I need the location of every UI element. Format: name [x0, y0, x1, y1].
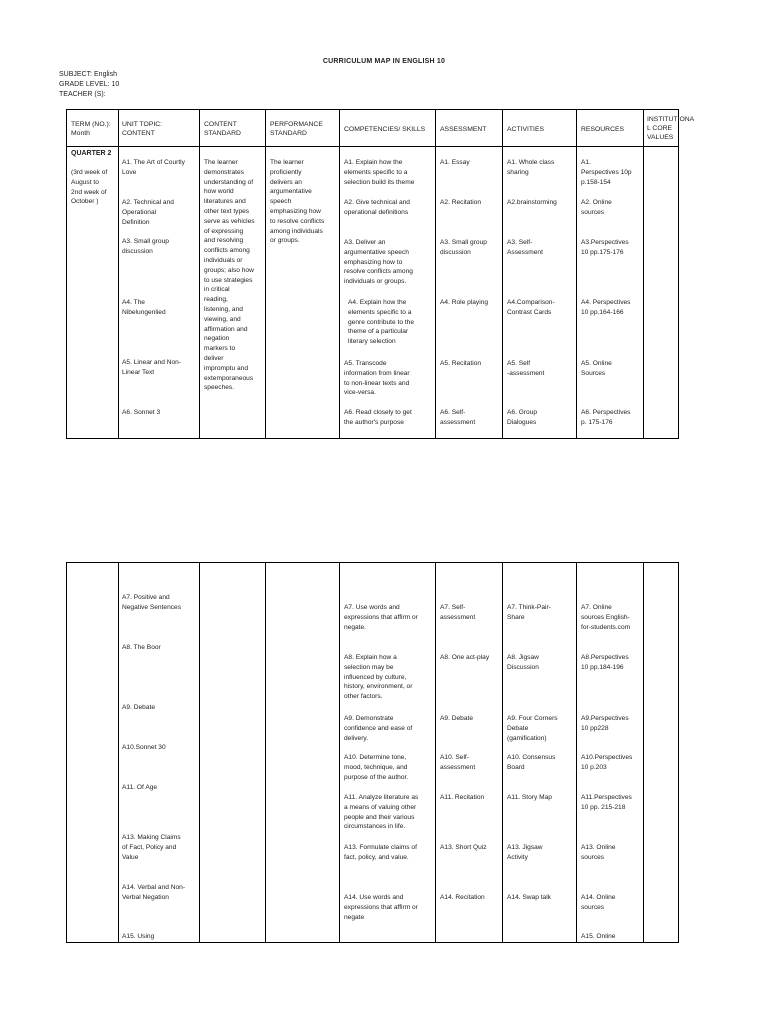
activity-a9: A9. Four Corners Debate (gamification) [507, 715, 558, 742]
resource-a9: A9.Perspectives 10 pp228 [581, 715, 629, 732]
unit-topic-a6: A6. Sonnet 3 [122, 409, 161, 416]
header-core-values: INSTITUTIONA L CORE VALUES [647, 116, 695, 141]
assessment-a5: A5. Recitation [440, 360, 482, 367]
resource-a7: A7. Online sources English- for-students.com [581, 604, 631, 631]
quarter-label: QUARTER 2 [71, 150, 112, 157]
resource-a6: A6. Perspectives p. 175-176 [581, 409, 631, 426]
activity-a7: A7. Think-Pair- Share [507, 604, 551, 621]
resource-a1: A1. Perspectives 10p p.158-154 [581, 159, 632, 186]
assessment-a7: A7. Self- assessment [440, 604, 476, 621]
assessment-a9: A9. Debate [440, 715, 473, 722]
header-competencies: COMPETENCIES/ SKILLS [344, 126, 426, 133]
header-term: TERM (NO.): Month [71, 121, 111, 137]
competency-a11: A11. Analyze literature as a means of valuing other people and their various circumstances in life. [344, 794, 419, 831]
resource-a3: A3.Perspectives 10 pp.175-176 [581, 239, 629, 256]
resource-a4: A4. Perspectives 10 pp.164-166 [581, 299, 631, 316]
term-period: (3rd week of August to 2nd week of October ) [71, 169, 108, 206]
subject-label: SUBJECT: English [59, 71, 117, 78]
header-performance-standard: PERFORMANCE STANDARD [270, 121, 323, 137]
competency-a2: A2. Give technical and operational definitions [344, 199, 410, 216]
resource-a5: A5. Online Sources [581, 360, 612, 377]
unit-topic-a7: A7. Positive and Negative Sentences [122, 594, 182, 611]
resource-a2: A2. Online sources [581, 199, 612, 216]
competency-a7: A7. Use words and expressions that affirm or negate. [344, 604, 418, 631]
activity-a10: A10. Consensus Board [507, 754, 556, 771]
competency-a10: A10. Determine tone, mood, technique, and purpose of the author. [344, 754, 409, 781]
assessment-a2: A2. Recitation [440, 199, 482, 206]
competency-a9: A9. Demonstrate confidence and ease of delivery. [344, 715, 413, 742]
activity-a1: A1. Whole class sharing [507, 159, 555, 176]
activity-a2: A2.brainstorming [507, 199, 557, 206]
resource-a13: A13. Online sources [581, 844, 616, 861]
header-activities: ACTIVITIES [507, 126, 545, 133]
unit-topic-a9: A9. Debate [122, 704, 155, 711]
activity-a14: A14. Swap talk [507, 894, 551, 901]
assessment-a13: A13. Short Quiz [440, 844, 487, 851]
unit-topic-a5: A5. Linear and Non- Linear Text [122, 359, 182, 376]
unit-topic-a10: A10.Sonnet 30 [122, 744, 166, 751]
unit-topic-a13: A13. Making Claims of Fact, Policy and Value [122, 834, 181, 861]
unit-topic-a14: A14. Verbal and Non- Verbal Negation [122, 884, 186, 901]
activity-a13: A13. Jigsaw Activity [507, 844, 543, 861]
assessment-a11: A11. Recitation [440, 794, 485, 801]
teacher-label: TEACHER (S): [59, 91, 106, 98]
resource-a8: A8.Perspectives 10 pp.184-196 [581, 654, 629, 671]
unit-topic-a1: A1. The Art of Courtly Love [122, 159, 185, 176]
competency-a6: A6. Read closely to get the author's purpose [344, 409, 412, 426]
grade-level-label: GRADE LEVEL: 10 [59, 81, 120, 88]
activity-a4: A4.Comparison- Contrast Cards [507, 299, 555, 316]
unit-topic-a4: A4. The Nibelungenlied [122, 299, 166, 316]
content-standard-text: The learner demonstrates understanding of how world literatures and other text types serve as vehicles of expressing and resolving conflicts among individuals or groups; also how to use strategies in critical reading, listening, and viewing, and affirmation and negation markers to deliver impromptu and extemporaneous speeches. [204, 159, 255, 392]
activity-a6: A6. Group Dialogues [507, 409, 538, 426]
assessment-a10: A10. Self- assessment [440, 754, 476, 771]
unit-topic-a15: A15. Using [122, 933, 155, 940]
unit-topic-a8: A8. The Boor [122, 644, 161, 651]
competency-a13: A13. Formulate claims of fact, policy, and value. [344, 844, 417, 861]
competency-a14: A14. Use words and expressions that affirm or negate [344, 894, 418, 921]
document-title: CURRICULUM MAP IN ENGLISH 10 [322, 58, 446, 65]
header-content-standard: CONTENT STANDARD [204, 121, 241, 137]
unit-topic-a3: A3. Small group discussion [122, 238, 169, 255]
assessment-a3: A3. Small group discussion [440, 239, 487, 256]
competency-a5: A5. Transcode information from linear to non-linear texts and vice-versa. [344, 360, 410, 397]
header-assessment: ASSESSMENT [440, 126, 487, 133]
assessment-a8: A8. One act-play [440, 654, 490, 661]
assessment-a14: A14. Recitation [440, 894, 485, 901]
activity-a3: A3. Self- Assessment [507, 239, 543, 256]
unit-topic-a2: A2. Technical and Operational Definition [122, 199, 174, 226]
activity-a8: A8. Jigsaw Discussion [507, 654, 539, 671]
assessment-a4: A4. Role playing [440, 299, 489, 306]
competency-a1: A1. Explain how the elements specific to a selection build its theme [344, 159, 415, 186]
assessment-a1: A1. Essay [440, 159, 470, 166]
performance-standard-text: The learner proficiently delivers an argumentative speech emphasizing how to resolve conflicts among individuals or groups. [270, 159, 325, 245]
assessment-a6: A6. Self- assessment [440, 409, 476, 426]
resource-a11: A11.Perspectives 10 pp. 215-218 [581, 794, 632, 811]
competency-a4: A4. Explain how the elements specific to a genre contribute to the theme of a particular literary selection [348, 299, 414, 346]
competency-a3: A3. Deliver an argumentative speech emphasizing how to resolve conflicts among individuals or groups. [344, 239, 413, 286]
resource-a15: A15. Online [581, 933, 616, 940]
header-resources: RESOURCES [581, 126, 625, 133]
header-unit-topic: UNIT TOPIC: CONTENT [122, 121, 163, 137]
competency-a8: A8. Explain how a selection may be influenced by culture, history, environment, or other factors. [344, 654, 413, 701]
activity-a11: A11. Story Map [507, 794, 552, 801]
unit-topic-a11: A11. Of Age [122, 784, 158, 791]
resource-a14: A14. Online sources [581, 894, 616, 911]
resource-a10: A10.Perspectives 10 p.203 [581, 754, 633, 771]
activity-a5: A5. Self -assessment [507, 360, 545, 377]
